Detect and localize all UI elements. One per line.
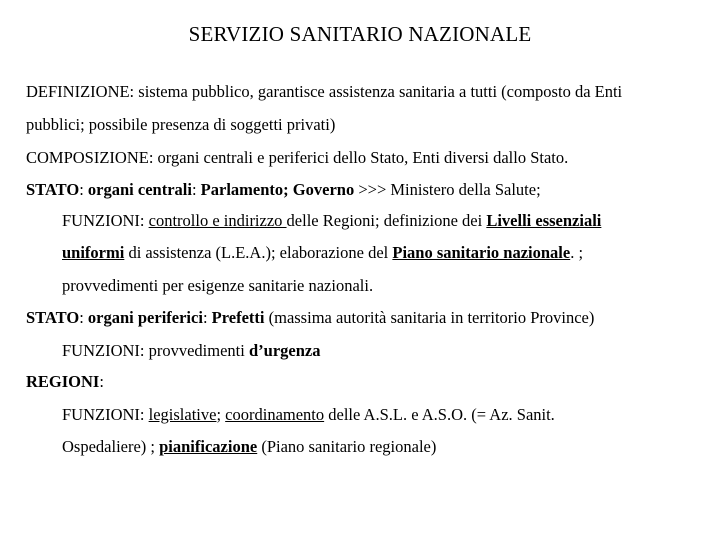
organi-periferici-label: organi periferici (87, 308, 203, 327)
funzioni-prefix: FUNZIONI: (62, 405, 149, 424)
legislative-text: legislative (148, 405, 217, 424)
regioni-line (26, 372, 104, 392)
piano-regionale-text: (Piano sanitario regionale) (257, 437, 437, 456)
regioni-colon: : (99, 372, 104, 391)
stato-colon: : (79, 180, 88, 199)
stato-colon: : (79, 308, 88, 327)
funzioni-prefix: FUNZIONI: provvedimenti (62, 341, 249, 360)
stato-periferici-line (26, 308, 594, 328)
province-text: (massima autorità sanitaria in territorio Province) (264, 308, 595, 327)
piano-sanitario-nazionale-text: Piano sanitario nazionale (392, 243, 571, 262)
governo-text: Governo (292, 180, 355, 199)
composizione-line: COMPOSIZIONE: organi centrali e periferici dello Stato, Enti diversi dallo Stato. (26, 148, 569, 167)
funzioni-regioni-line-2 (62, 437, 436, 457)
parlamento-text: Parlamento; (200, 180, 289, 199)
livelli-essenziali-text: Livelli essenziali (486, 211, 602, 230)
organi-colon: : (191, 180, 201, 199)
regioni-definizione-text: delle Regioni; definizione dei (286, 211, 487, 230)
ministero-text: >>> Ministero della Salute; (354, 180, 541, 199)
regioni-label: REGIONI (26, 372, 100, 391)
definizione-line-2: pubblici; possibile presenza di soggetti privati) (26, 115, 336, 134)
ospedaliere-text: Ospedaliere) ; (62, 437, 160, 456)
funzioni-centrali-line-2 (62, 243, 583, 263)
controllo-indirizzo-text: controllo e indirizzo (148, 211, 287, 230)
coordinamento-text: coordinamento (225, 405, 325, 424)
stato-label: STATO (26, 308, 80, 327)
funzioni-prefix: FUNZIONI: (62, 211, 149, 230)
organi-centrali-label: organi centrali (87, 180, 192, 199)
urgenza-text: d’urgenza (248, 341, 321, 360)
funzioni-centrali-line-3: provvedimenti per esigenze sanitarie nazionali. (62, 276, 374, 295)
uniformi-text: uniformi (62, 243, 125, 262)
pianificazione-text: pianificazione (159, 437, 258, 456)
funzioni-periferici-line (62, 341, 320, 361)
funzioni-regioni-line-1 (62, 405, 555, 425)
stato-label: STATO (26, 180, 80, 199)
funzioni-centrali-line-1 (62, 211, 601, 231)
definizione-line-1: DEFINIZIONE: sistema pubblico, garantisce assistenza sanitaria a tutti (composto da Enti (26, 82, 623, 101)
stato-centrali-line (26, 180, 541, 200)
separator: ; (216, 405, 226, 424)
prefetti-text: Prefetti (211, 308, 265, 327)
asl-aso-text: delle A.S.L. e A.S.O. (= Az. Sanit. (324, 405, 555, 424)
lea-text: di assistenza (L.E.A.); elaborazione del (124, 243, 393, 262)
page-title: SERVIZIO SANITARIO NAZIONALE (188, 22, 532, 46)
organi-colon: : (202, 308, 212, 327)
piano-end-text: . ; (570, 243, 584, 262)
